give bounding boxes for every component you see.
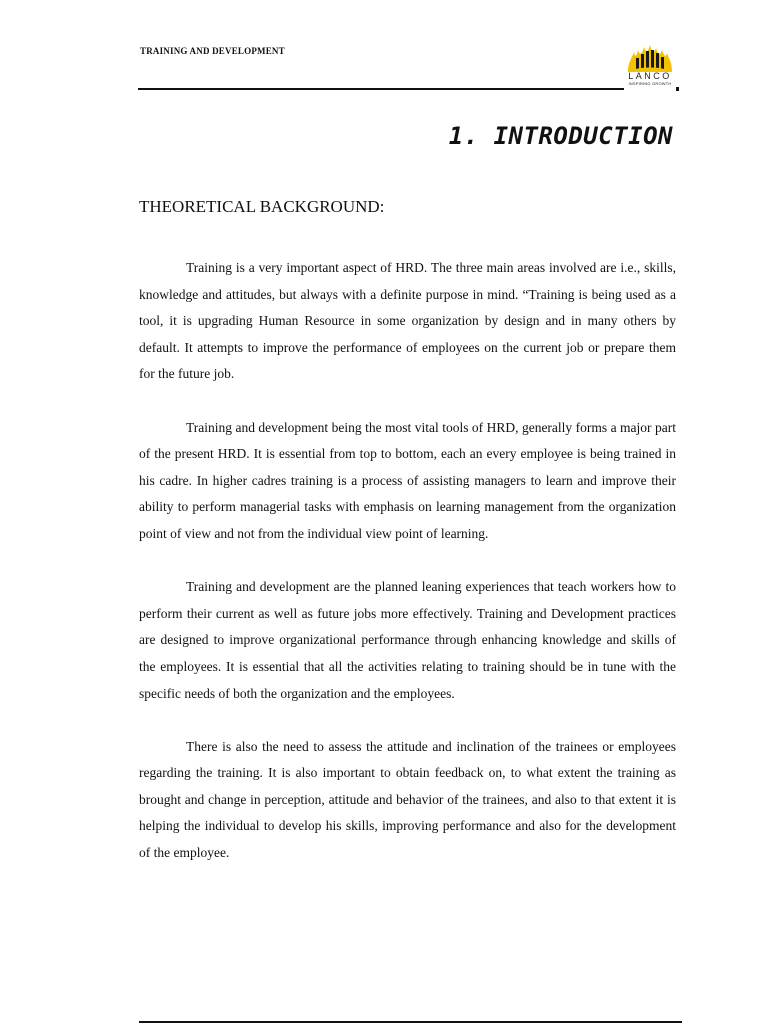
paragraph: Training and development are the planned leaning experiences that teach workers how to perform their current as well as future jobs more effectively. Training and Development practices are designed to improve organizational performance through enhancing knowledge and skills of the employees. It is essential that all the activities relating to training should be in tune with the specific needs of both the organization and the employees. <box>139 579 676 701</box>
paragraph: There is also the need to assess the attitude and inclination of the trainees or employees regarding the training. It is also important to obtain feedback on, to what extent the training as brought and change in perception, attitude and behavior of the trainees, and also to that extent it is helping the individual to develop his skills, improving performance and also for the development of the employee. <box>139 738 676 861</box>
header-rule-tick <box>676 87 679 91</box>
paragraph: Training and development being the most vital tools of HRD, generally forms a major part of the present HRD. It is essential from top to bottom, each an every employee is being trained in his cadre. In higher cadres training is a process of assisting managers to learn and improve their ability to perform managerial tasks with emphasis on learning management from the organization point of view and not from the individual view point of learning. <box>139 419 676 541</box>
lanco-logo <box>622 44 678 90</box>
page-title: 1. INTRODUCTION <box>448 122 673 150</box>
header-rule <box>138 88 624 90</box>
body-text <box>139 255 676 893</box>
logo-name: LANCO <box>628 71 672 81</box>
flame-skyline-icon <box>622 44 678 72</box>
section-heading: THEORETICAL BACKGROUND: <box>139 197 385 216</box>
running-header: TRAINING AND DEVELOPMENT <box>140 46 285 56</box>
paragraph: Training is a very important aspect of HRD. The three main areas involved are i.e., skills, knowledge and attitudes, but always with a definite purpose in mind. “Training is being used as a tool, it is upgrading Human Resource in some organization by design and in many others by default. It attempts to improve the performance of employees on the current job or prepare them for the future job. <box>139 260 676 382</box>
logo-tagline: INSPIRING GROWTH <box>628 81 672 86</box>
footer-rule <box>139 1021 682 1023</box>
